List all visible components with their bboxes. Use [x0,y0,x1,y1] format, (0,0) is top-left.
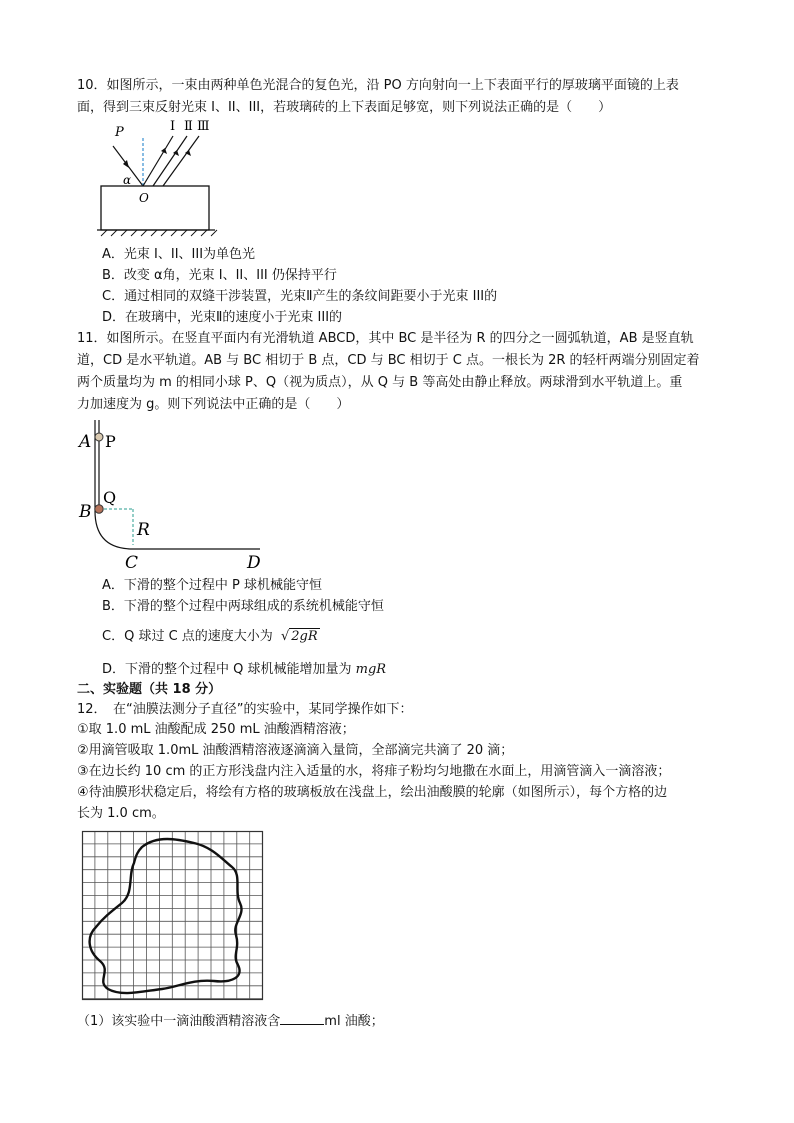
oil-film-grid-figure [82,831,264,1001]
q10-figure [95,118,225,243]
label-D: D [247,553,261,573]
q11-text-line4: 力加速度为 g。则下列说法中正确的是（ ） [77,397,350,412]
q12-sub1-unit: ml 油酸； [324,1014,384,1029]
label-alpha: α [123,173,132,187]
oil-film-outline [90,839,242,993]
section-heading: 二、实验题（共 18 分） [77,682,222,697]
label-C: C [125,553,139,573]
q11-option-c-text: C．Q 球过 C 点的速度大小为 [102,629,273,644]
q11-option-d-text: D．下滑的整个过程中 Q 球机械能增加量为 [102,662,352,677]
q10-option-a: A．光束 I、II、III为单色光 [102,247,256,262]
q12-step-5: 长为 1.0 cm。 [77,806,165,821]
q11-option-a: A．下滑的整个过程中 P 球机械能守恒 [102,578,322,593]
q11-option-c [102,627,320,647]
label-A: A [79,432,92,452]
label-O: O [139,191,149,205]
label-Q-ball: Q [103,488,117,507]
q11-text-line2: 道，CD 是水平轨道。AB 与 BC 相切于 B 点，CD 与 BC 相切于 C 点。一根长为 2R 的轻杆两端分别固定着 [77,353,700,368]
label-beam-3: Ⅲ [197,119,210,134]
q11-text-line1: 11．如图所示。在竖直平面内有光滑轨道 ABCD，其中 BC 是半径为 R 的四分之一圆弧轨道，AB 是竖直轨 [77,331,694,346]
q12-sub1-text: （1）该实验中一滴油酸酒精溶液含 [77,1014,281,1029]
q11-option-b: B．下滑的整个过程中两球组成的系统机械能守恒 [102,599,384,614]
label-R: R [137,520,150,540]
q10-option-c: C．通过相同的双缝干涉装置，光束Ⅱ产生的条纹间距要小于光束 III的 [102,289,498,304]
q10-option-b: B．改变 α角，光束 I、II、III 仍保持平行 [102,268,337,283]
q11-option-d [102,660,386,680]
q11-option-d-formula: mgR [355,662,387,677]
label-beam-2: Ⅱ [184,119,193,134]
label-P: P [115,125,124,140]
q12-step-1: ①取 1.0 mL 油酸配成 250 mL 油酸酒精溶液； [77,722,355,737]
q12-step-4: ④待油膜形状稳定后，将绘有方格的玻璃板放在浅盘上，绘出油酸膜的轮廓（如图所示），每个方格的边 [77,785,668,800]
q10-text-line2: 面，得到三束反射光束 I、II、III，若玻璃砖的上下表面足够宽，则下列说法正确的是（ ） [77,100,612,115]
q12-intro: 12． 在“油膜法测分子直径”的实验中，某同学操作如下： [77,702,413,717]
sqrt-radicand: 2gR [291,629,318,644]
answer-blank[interactable] [280,1012,324,1025]
q11-text-line3: 两个质量均为 m 的相同小球 P、Q（视为质点），从 Q 与 B 等高处由静止释放。两球滑到水平轨道上。重 [77,375,683,390]
q11-figure [75,415,275,575]
q12-step-2: ②用滴管吸取 1.0mL 油酸酒精溶液逐滴滴入量筒，全部滴完共滴了 20 滴； [77,743,514,758]
label-P-ball: P [105,432,116,451]
label-B: B [79,502,92,522]
sqrt-formula: √ 2gR [280,629,318,644]
q12-subquestion-1 [77,1012,384,1032]
q10-text-line1: 10．如图所示，一束由两种单色光混合的复色光，沿 PO 方向射向一上下表面平行的厚玻璃平面镜的上表 [77,78,679,93]
q12-step-3: ③在边长约 10 cm 的正方形浅盘内注入适量的水，将痱子粉均匀地撒在水面上，用滴管滴入一滴溶液； [77,764,671,779]
label-beam-1: I [170,119,176,134]
q10-option-d: D．在玻璃中，光束Ⅱ的速度小于光束 III的 [102,310,343,325]
